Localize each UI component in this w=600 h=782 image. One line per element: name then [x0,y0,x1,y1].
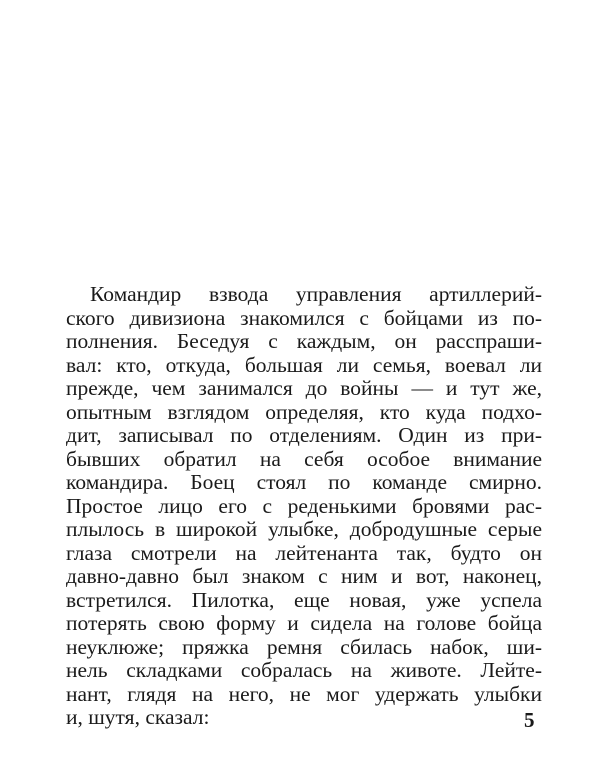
paragraph-line: глаза смотрели на лейтенанта так, будто он [66,540,542,565]
paragraph-line: плылось в широкой улыбке, добродушные серые [66,517,542,541]
body-paragraph [66,283,542,730]
paragraph-line: прежде, чем занимался до войны — и тут же, [66,376,542,400]
paragraph-line: неуклюже; пряжка ремня сбилась набок, ши- [66,634,542,659]
paragraph-line: и, шутя, сказал: [66,705,210,729]
paragraph-line: ского дивизиона знакомился с бойцами из по- [66,305,542,330]
paragraph-line: потерять свою форму и сидела на голове бойца [66,611,542,635]
page-number: 5 [524,708,535,732]
paragraph-line: бывших обратил на себя особое внимание [66,446,542,471]
paragraph-line: вал: кто, откуда, большая ли семья, воевал ли [66,352,542,377]
paragraph-line: нель складками собралась на животе. Лейте- [66,658,542,682]
paragraph-line: нант, глядя на него, не мог удержать улыбки [66,681,542,706]
paragraph-line: полнения. Беседуя с каждым, он расспраши- [66,329,542,353]
paragraph-line: Командир взвода управления артиллерий- [90,282,542,306]
paragraph-line: опытным взглядом определяя, кто куда подхо- [66,399,542,424]
paragraph-line: командира. Боец стоял по команде смирно. [66,470,542,494]
paragraph-line: дит, записывал по отделениям. Один из при- [66,423,542,447]
paragraph-line: Простое лицо его с реденькими бровями рас- [66,493,542,518]
paragraph-line: встретился. Пилотка, еще новая, уже успела [66,587,542,612]
paragraph-line: давно-давно был знаком с ним и вот, наконец, [66,564,542,588]
